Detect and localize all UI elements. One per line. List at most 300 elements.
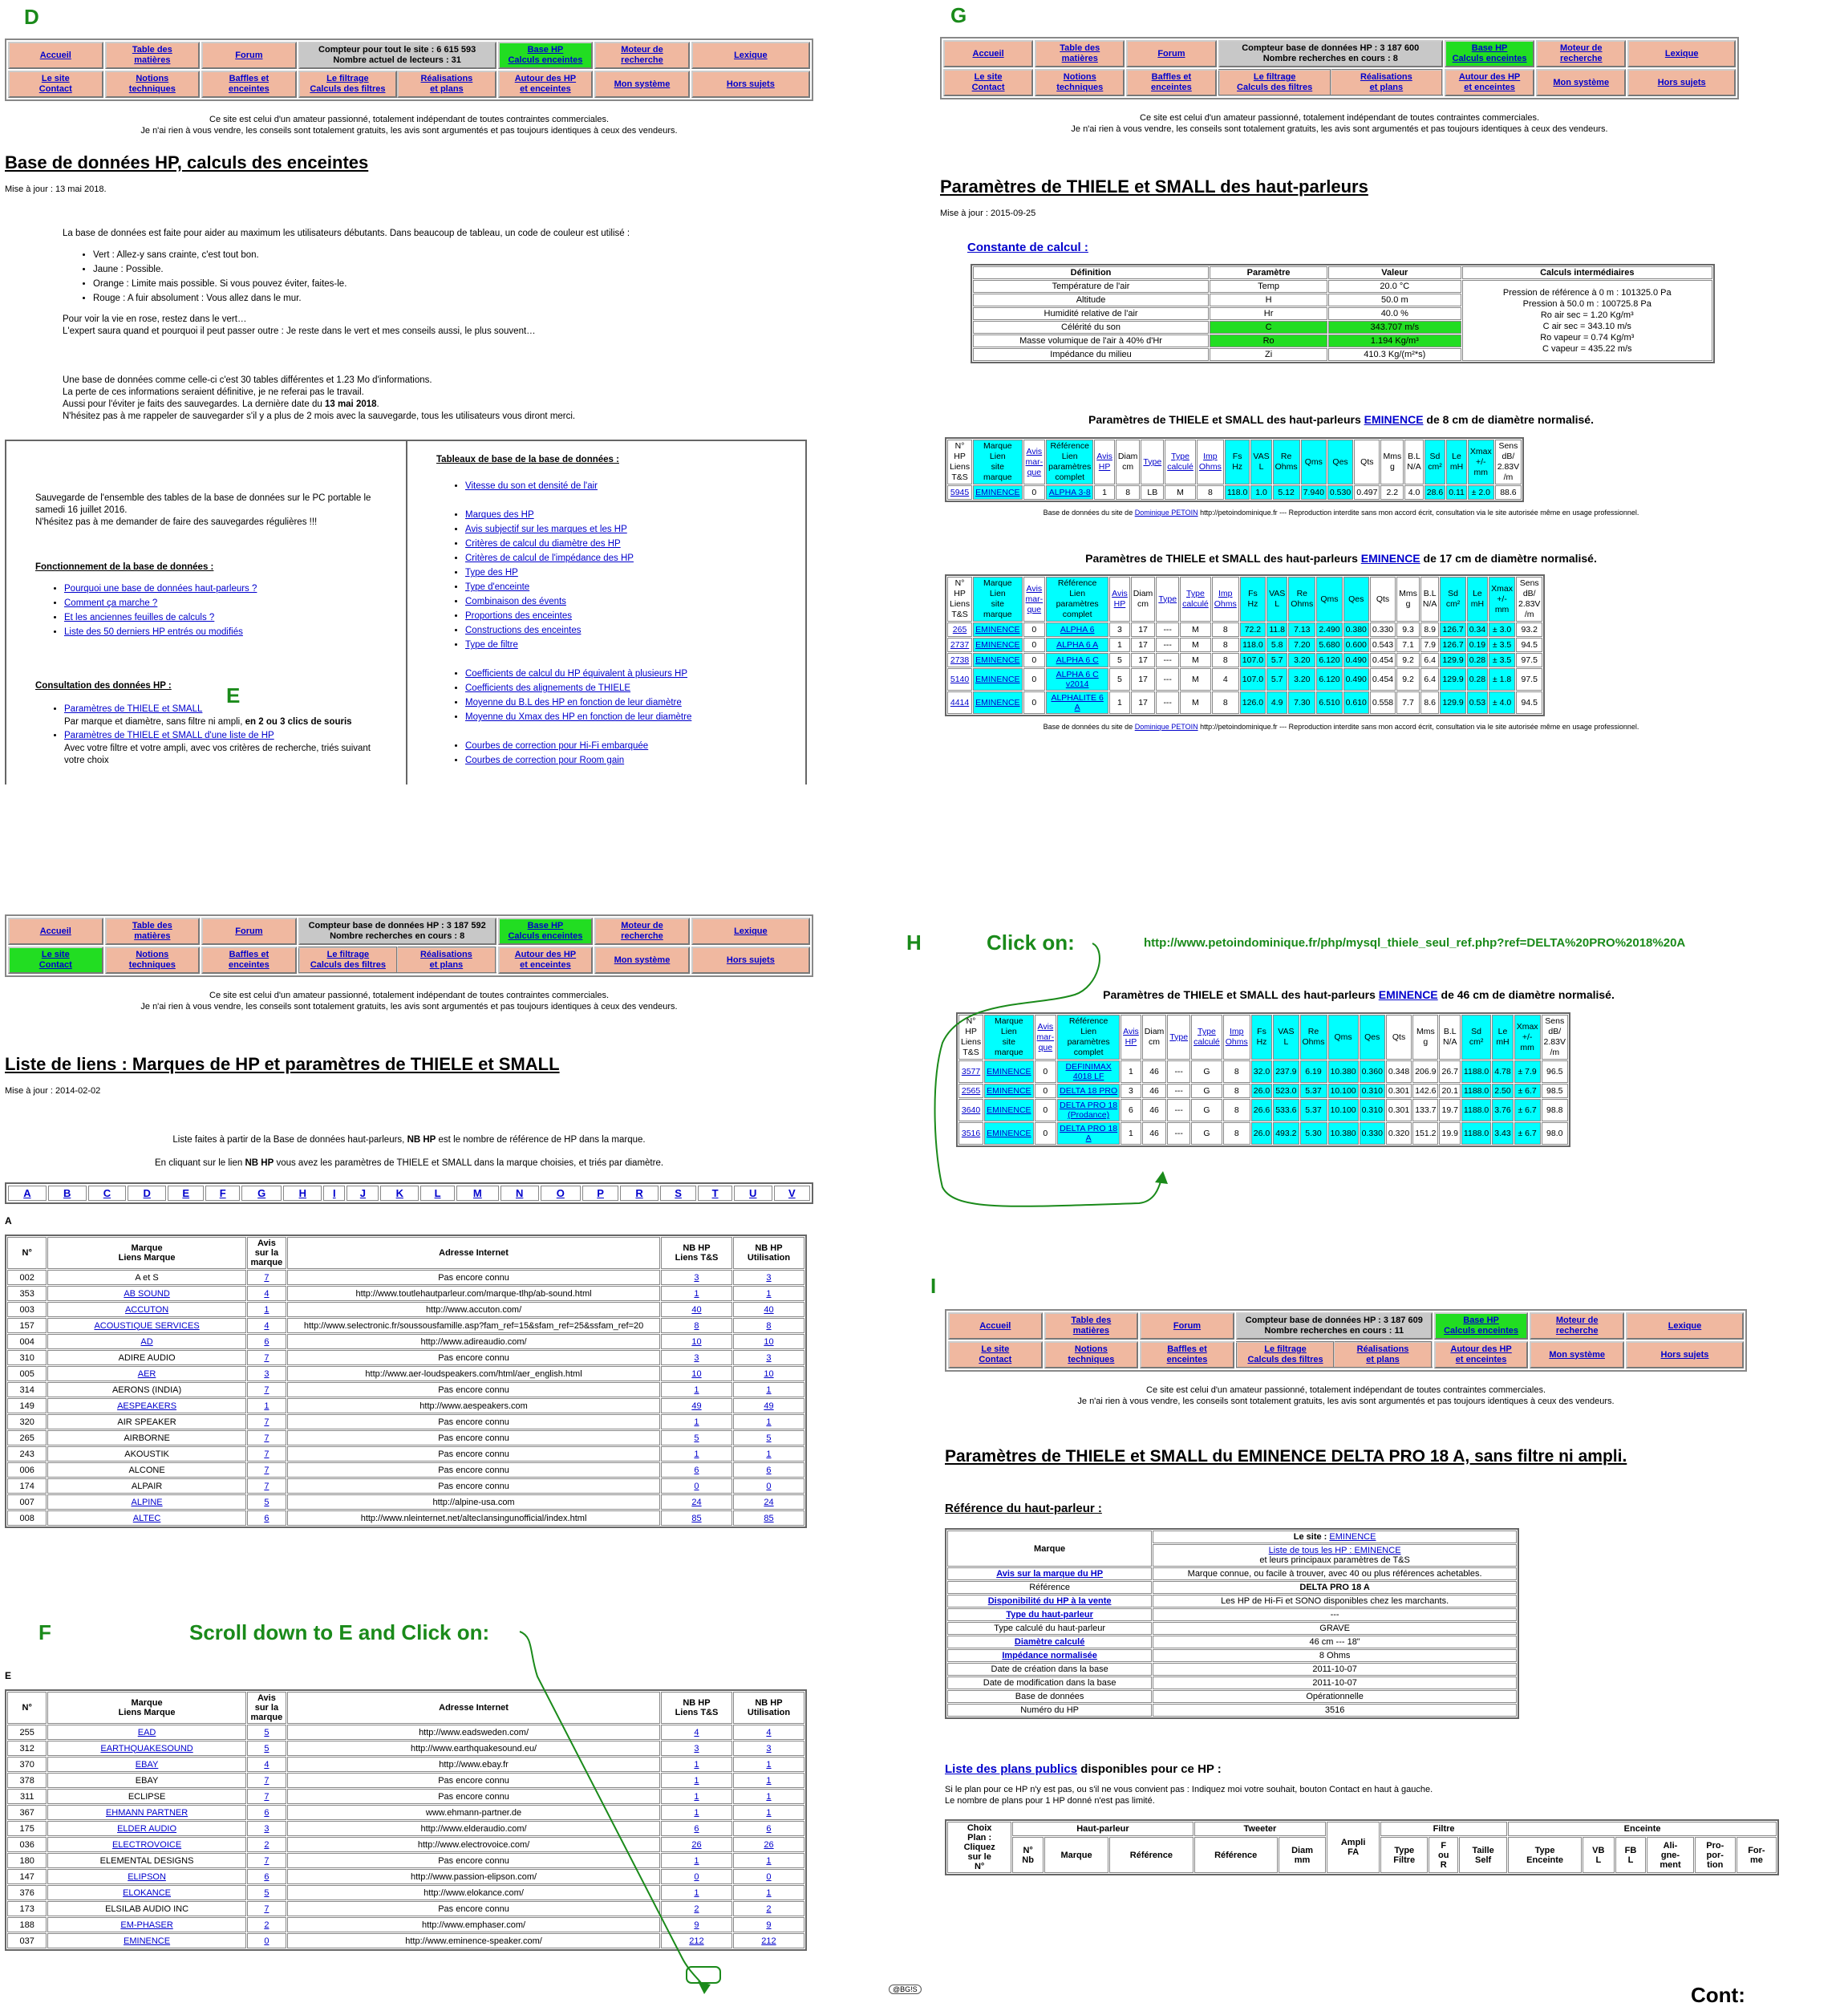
nav-baffles[interactable]: Baffles et enceintes	[201, 947, 297, 974]
nav-autour[interactable]: Autour des HP et enceintes	[1445, 69, 1534, 96]
link-plans-publics[interactable]: Liste des plans publics	[945, 1762, 1078, 1776]
cell-link[interactable]: ELDER AUDIO	[117, 1823, 177, 1834]
cell-link[interactable]: 4	[264, 1320, 270, 1331]
cell-link[interactable]: 5	[264, 1727, 270, 1737]
alpha-link[interactable]: K	[395, 1187, 404, 1199]
cell-link[interactable]: 8	[694, 1320, 699, 1331]
cell-link[interactable]: 7	[264, 1481, 270, 1491]
nav-base[interactable]: Base HP Calculs enceintes	[498, 42, 594, 69]
link-author[interactable]: Dominique PETOIN	[1134, 723, 1198, 731]
table-link[interactable]: Proportions des enceintes	[465, 611, 572, 621]
cell-link[interactable]: 2	[766, 1904, 772, 1914]
alpha-link[interactable]: I	[332, 1187, 336, 1199]
table-link[interactable]: Constructions des enceintes	[465, 626, 582, 635]
cell-link[interactable]: 7	[264, 1352, 270, 1363]
cell-link[interactable]: ELOKANCE	[123, 1887, 172, 1898]
alpha-link[interactable]: R	[635, 1187, 643, 1199]
header-text[interactable]: que	[1027, 467, 1042, 477]
alpha-cell[interactable]	[420, 1186, 455, 1201]
cell-link[interactable]: 6	[264, 1513, 270, 1523]
alpha-cell[interactable]	[582, 1186, 618, 1201]
cell-link[interactable]: 1	[766, 1887, 772, 1898]
cell-link[interactable]: 6	[264, 1871, 270, 1882]
header-text[interactable]: Ohms	[1198, 462, 1222, 472]
cell-link[interactable]: ELIPSON	[128, 1871, 166, 1882]
cell-link[interactable]: 3640	[961, 1105, 981, 1115]
header-text[interactable]: Type	[1186, 589, 1205, 598]
cell-link[interactable]: 4	[264, 1759, 270, 1770]
cell-link[interactable]: 8	[766, 1320, 772, 1331]
table-link[interactable]: Courbes de correction pour Hi-Fi embarquée	[465, 741, 649, 751]
nav-site[interactable]: Le site Contact	[8, 71, 103, 98]
nav-moteur[interactable]: Moteur de recherche	[1530, 1312, 1624, 1340]
alpha-cell[interactable]	[241, 1186, 282, 1201]
nav-table[interactable]: Table des matières	[105, 42, 201, 69]
header-text[interactable]: Imp	[1230, 1027, 1244, 1036]
cell-link[interactable]: 1	[264, 1401, 270, 1411]
header-text[interactable]: Type	[1171, 452, 1189, 461]
alpha-link[interactable]: B	[63, 1187, 71, 1199]
cell-link[interactable]: ALPHA 6 A	[1056, 640, 1099, 650]
table-link[interactable]: Coefficients des alignements de THIELE	[465, 683, 631, 693]
header-text[interactable]: Avis	[1026, 583, 1043, 594]
cell-link[interactable]: 7	[264, 1775, 270, 1786]
nav-systeme[interactable]: Mon système	[1536, 69, 1626, 96]
nav-forum[interactable]: Forum	[201, 918, 297, 945]
link-eminence[interactable]: EMINENCE	[1378, 988, 1438, 1001]
nav-site[interactable]: Le site Contact	[948, 1341, 1043, 1368]
alpha-link[interactable]: U	[749, 1187, 757, 1199]
alpha-cell[interactable]	[541, 1186, 581, 1201]
cell-link[interactable]: 3	[766, 1272, 772, 1283]
cell-link[interactable]: 2738	[950, 655, 970, 665]
nav-table[interactable]: Table des matières	[105, 918, 201, 945]
alpha-cell[interactable]	[698, 1186, 732, 1201]
alpha-link[interactable]: H	[298, 1187, 306, 1199]
cell-link[interactable]: 85	[691, 1513, 702, 1523]
cell-link[interactable]: DEFINIMAX 4018 LF	[1065, 1062, 1112, 1081]
link-liste-hp[interactable]: Liste de tous les HP : EMINENCE	[1268, 1546, 1401, 1555]
cell-link[interactable]: 1	[694, 1791, 699, 1802]
nav-forum[interactable]: Forum	[1126, 40, 1216, 67]
cell-link[interactable]: 7	[264, 1417, 270, 1427]
cell-link[interactable]: AESPEAKERS	[117, 1401, 177, 1411]
table-link[interactable]: Type d'enceinte	[465, 582, 530, 592]
cell-link[interactable]: 4	[694, 1727, 699, 1737]
table-link[interactable]: Combinaison des évents	[465, 597, 566, 606]
cell-link[interactable]: AD	[140, 1336, 153, 1347]
cell-link[interactable]: 2565	[961, 1086, 981, 1096]
cell-link[interactable]: 40	[764, 1304, 774, 1315]
nav-systeme[interactable]: Mon système	[1530, 1341, 1624, 1368]
cell-link[interactable]: 212	[761, 1936, 776, 1946]
alpha-cell[interactable]	[620, 1186, 659, 1201]
ref-link[interactable]: Type du haut-parleur	[1006, 1610, 1093, 1620]
cell-link[interactable]: 7	[264, 1465, 270, 1475]
ref-link[interactable]: Impédance normalisée	[1002, 1651, 1097, 1660]
cell-link[interactable]: EMINENCE	[987, 1105, 1031, 1115]
cell-link[interactable]: EMINENCE	[987, 1129, 1031, 1138]
nav-filtrage[interactable]: Le filtrage Calculs des filtres	[299, 947, 398, 973]
cell-link[interactable]: 3	[694, 1743, 699, 1753]
nav-base[interactable]: Base HP Calculs enceintes	[1445, 40, 1534, 67]
cell-link[interactable]: 6	[264, 1336, 270, 1347]
nav-base[interactable]: Base HP Calculs enceintes	[498, 918, 594, 945]
nav-notions[interactable]: Notions techniques	[105, 947, 201, 974]
cell-link[interactable]: ALTEC	[132, 1513, 161, 1523]
cell-link[interactable]: 7	[264, 1855, 270, 1866]
nav-notions[interactable]: Notions techniques	[1044, 1341, 1139, 1368]
alpha-cell[interactable]	[8, 1186, 47, 1201]
alpha-cell[interactable]	[128, 1186, 166, 1201]
cell-link[interactable]: 7	[264, 1449, 270, 1459]
cell-link[interactable]: 265	[952, 625, 967, 635]
alpha-cell[interactable]	[323, 1186, 345, 1201]
table-link[interactable]: Coefficients de calcul du HP équivalent à plusieurs HP	[465, 669, 688, 679]
cell-link[interactable]: 10	[691, 1368, 702, 1379]
cell-link[interactable]: 24	[691, 1497, 702, 1507]
cell-link[interactable]: 1	[766, 1791, 772, 1802]
header-text[interactable]: Avis	[1123, 1027, 1139, 1036]
cell-link[interactable]: 4414	[950, 698, 970, 707]
nav-table[interactable]: Table des matières	[1035, 40, 1125, 67]
alpha-cell[interactable]	[774, 1186, 810, 1201]
alpha-link[interactable]: O	[556, 1187, 565, 1199]
cell-link[interactable]: EMINENCE	[987, 1067, 1031, 1076]
alpha-cell[interactable]	[660, 1186, 696, 1201]
ref-link[interactable]: Disponibilité du HP à la vente	[987, 1596, 1112, 1606]
cell-link[interactable]: 3	[766, 1743, 772, 1753]
cell-link[interactable]: 1	[766, 1449, 772, 1459]
header-text[interactable]: Type	[1169, 1032, 1189, 1042]
nav-notions[interactable]: Notions techniques	[105, 71, 201, 98]
header-text[interactable]: que	[1038, 1042, 1053, 1052]
nav-accueil[interactable]: Accueil	[8, 42, 103, 69]
cell-link[interactable]: 40	[691, 1304, 702, 1315]
table-link[interactable]: Critères de calcul de l'impédance des HP	[465, 553, 634, 563]
alpha-cell[interactable]	[346, 1186, 379, 1201]
nav-realisations[interactable]: Réalisations et plans	[397, 71, 496, 98]
table-link[interactable]: Critères de calcul du diamètre des HP	[465, 539, 621, 549]
alpha-cell[interactable]	[734, 1186, 772, 1201]
cell-link[interactable]: 1	[766, 1288, 772, 1299]
nav-baffles[interactable]: Baffles et enceintes	[1126, 69, 1216, 96]
nav-realisations[interactable]: Réalisations et plans	[1334, 1342, 1432, 1368]
header-text[interactable]: HP	[1113, 599, 1126, 609]
nav-autour[interactable]: Autour des HP et enceintes	[1434, 1341, 1529, 1368]
header-text[interactable]: mar-	[1025, 456, 1044, 467]
alpha-cell[interactable]	[500, 1186, 539, 1201]
cell-link[interactable]: ALPHA 6 C v2014	[1056, 670, 1099, 689]
cell-link[interactable]: 1	[694, 1775, 699, 1786]
cell-link[interactable]: 0	[766, 1481, 772, 1491]
cell-link[interactable]: 1	[264, 1304, 270, 1315]
cell-link[interactable]: 10	[764, 1336, 774, 1347]
table-link[interactable]: Moyenne du Xmax des HP en fonction de leur diamètre	[465, 712, 692, 722]
table-link[interactable]: Marques des HP	[465, 510, 534, 520]
cell-link[interactable]: 1	[694, 1385, 699, 1395]
alpha-cell[interactable]	[380, 1186, 419, 1201]
cell-link[interactable]: 1	[766, 1775, 772, 1786]
nav-moteur[interactable]: Moteur de recherche	[1536, 40, 1626, 67]
cell-link[interactable]: 6	[694, 1823, 699, 1834]
alpha-cell[interactable]	[283, 1186, 322, 1201]
nav-filtrage[interactable]: Le filtrage Calculs des filtres	[298, 71, 398, 98]
nav-baffles[interactable]: Baffles et enceintes	[201, 71, 297, 98]
cell-link[interactable]: 4	[264, 1288, 270, 1299]
cell-link[interactable]: 1	[766, 1855, 772, 1866]
cell-link[interactable]: 6	[694, 1465, 699, 1475]
nav-table[interactable]: Table des matières	[1044, 1312, 1139, 1340]
nav-hors[interactable]: Hors sujets	[1627, 69, 1736, 96]
table-link[interactable]: Type de filtre	[465, 640, 518, 650]
alpha-link[interactable]: N	[516, 1187, 524, 1199]
header-text[interactable]: Type	[1198, 1027, 1216, 1036]
header-text[interactable]: Avis	[1026, 446, 1043, 456]
cell-link[interactable]: EMINENCE	[975, 698, 1020, 707]
table-link[interactable]: Type des HP	[465, 568, 518, 578]
cell-link[interactable]: 1	[766, 1807, 772, 1818]
cell-link[interactable]: 49	[691, 1401, 702, 1411]
alpha-link[interactable]: C	[103, 1187, 111, 1199]
cell-link[interactable]: EMINENCE	[975, 655, 1020, 665]
cell-link[interactable]: EAD	[137, 1727, 156, 1737]
cell-link[interactable]: 1	[694, 1807, 699, 1818]
cell-link[interactable]: EARTHQUAKESOUND	[100, 1743, 193, 1753]
cell-link[interactable]: 2	[264, 1920, 270, 1930]
cell-link[interactable]: 5	[264, 1887, 270, 1898]
cell-link[interactable]: AER	[137, 1368, 156, 1379]
alpha-cell[interactable]	[456, 1186, 499, 1201]
link-liste50[interactable]: Liste des 50 derniers HP entrés ou modifiés	[64, 627, 243, 637]
header-text[interactable]: Avis	[1037, 1021, 1054, 1032]
cell-link[interactable]: 0	[264, 1936, 270, 1946]
cell-link[interactable]: ALPINE	[131, 1497, 163, 1507]
nav-filtrage[interactable]: Le filtrage Calculs des filtres	[1237, 1342, 1335, 1368]
link-comment[interactable]: Comment ça marche ?	[64, 598, 158, 608]
cell-link[interactable]: 212	[689, 1936, 704, 1946]
nav-autour[interactable]: Autour des HP et enceintes	[498, 947, 594, 974]
alpha-link[interactable]: T	[711, 1187, 719, 1199]
nav-hors[interactable]: Hors sujets	[1626, 1341, 1744, 1368]
cell-link[interactable]: EMINENCE	[975, 625, 1020, 635]
cell-link[interactable]: ACCUTON	[124, 1304, 169, 1315]
cell-link[interactable]: EMINENCE	[975, 640, 1020, 650]
nav-realisations[interactable]: Réalisations et plans	[1331, 70, 1442, 95]
cell-link[interactable]: 26	[764, 1839, 774, 1850]
cell-link[interactable]: 7	[264, 1272, 270, 1283]
cell-link[interactable]: EM-PHASER	[120, 1920, 173, 1930]
cell-link[interactable]: 1	[694, 1288, 699, 1299]
cell-link[interactable]: 10	[764, 1368, 774, 1379]
cell-link[interactable]: 6	[766, 1465, 772, 1475]
cell-link[interactable]: EBAY	[135, 1759, 159, 1770]
cell-link[interactable]: 3	[694, 1272, 699, 1283]
cell-link[interactable]: ALPHALITE 6 A	[1051, 693, 1104, 712]
header-text[interactable]: HP	[1098, 462, 1111, 472]
link-author[interactable]: Dominique PETOIN	[1134, 509, 1198, 517]
cell-link[interactable]: EMINENCE	[124, 1936, 171, 1946]
alpha-link[interactable]: M	[472, 1187, 482, 1199]
cell-link[interactable]: 7	[264, 1904, 270, 1914]
cell-link[interactable]: 2	[264, 1839, 270, 1850]
nav-moteur[interactable]: Moteur de recherche	[594, 918, 690, 945]
cell-link[interactable]: 9	[694, 1920, 699, 1930]
cell-link[interactable]: 6	[766, 1823, 772, 1834]
header-text[interactable]: Ohms	[1214, 599, 1237, 609]
cell-link[interactable]: 4	[766, 1727, 772, 1737]
cell-link[interactable]: 1	[694, 1449, 699, 1459]
nav-forum[interactable]: Forum	[1140, 1312, 1234, 1340]
nav-lexique[interactable]: Lexique	[691, 42, 810, 69]
nav-accueil[interactable]: Accueil	[8, 918, 103, 945]
link-parametres-liste[interactable]: Paramètres de THIELE et SMALL d'une liste de HP	[64, 731, 274, 740]
nav-realisations[interactable]: Réalisations et plans	[397, 947, 496, 973]
cell-link[interactable]: ALPHA 3-8	[1048, 488, 1091, 497]
table-link[interactable]: Vitesse du son et densité de l'air	[465, 481, 598, 491]
nav-systeme[interactable]: Mon système	[594, 947, 690, 974]
alpha-link[interactable]: D	[143, 1187, 151, 1199]
nav-filtrage[interactable]: Le filtrage Calculs des filtres	[1219, 70, 1331, 95]
cell-link[interactable]: 7	[264, 1433, 270, 1443]
cell-link[interactable]: AB SOUND	[124, 1288, 170, 1299]
header-text[interactable]: Avis	[1096, 452, 1112, 461]
header-text[interactable]: calculé	[1182, 599, 1209, 609]
cell-link[interactable]: 1	[694, 1417, 699, 1427]
header-text[interactable]: mar-	[1036, 1032, 1055, 1042]
nav-accueil[interactable]: Accueil	[948, 1312, 1043, 1340]
nav-systeme[interactable]: Mon système	[594, 71, 690, 98]
header-text[interactable]: calculé	[1194, 1037, 1220, 1047]
alpha-link[interactable]: A	[23, 1187, 31, 1199]
cell-link[interactable]: 3	[694, 1352, 699, 1363]
cell-link[interactable]: 85	[764, 1513, 774, 1523]
alpha-link[interactable]: F	[219, 1187, 226, 1199]
nav-base[interactable]: Base HP Calculs enceintes	[1434, 1312, 1529, 1340]
alpha-cell[interactable]	[88, 1186, 127, 1201]
ref-link[interactable]: Diamètre calculé	[1014, 1637, 1085, 1647]
nav-hors[interactable]: Hors sujets	[691, 947, 810, 974]
cell-link[interactable]: 0	[694, 1481, 699, 1491]
cell-link[interactable]: 5140	[950, 675, 970, 684]
cell-link[interactable]: 2	[694, 1904, 699, 1914]
cell-link[interactable]: 7	[264, 1791, 270, 1802]
cell-link[interactable]: 1	[694, 1855, 699, 1866]
cell-link[interactable]: 1	[766, 1417, 772, 1427]
cell-link[interactable]: 1	[694, 1759, 699, 1770]
alpha-cell[interactable]	[205, 1186, 240, 1201]
cell-link[interactable]: 0	[694, 1871, 699, 1882]
header-text[interactable]: Type	[1158, 594, 1177, 604]
cell-link[interactable]: 5945	[950, 488, 970, 497]
cell-link[interactable]: ELECTROVOICE	[111, 1839, 182, 1850]
cell-link[interactable]: 5	[694, 1433, 699, 1443]
cell-link[interactable]: 3577	[961, 1067, 981, 1076]
cell-link[interactable]: 9	[766, 1920, 772, 1930]
header-text[interactable]: mar-	[1025, 594, 1044, 604]
cell-link[interactable]: 5	[766, 1433, 772, 1443]
cell-link[interactable]: ACOUSTIQUE SERVICES	[94, 1320, 200, 1331]
nav-site[interactable]: Le site Contact	[943, 69, 1033, 96]
cell-link[interactable]: 26	[691, 1839, 702, 1850]
cell-link[interactable]: ALPHA 6 C	[1056, 655, 1099, 665]
cell-link[interactable]: 24	[764, 1497, 774, 1507]
ref-link[interactable]: Avis sur la marque du HP	[996, 1569, 1104, 1579]
cell-link[interactable]: ALPHA 6	[1060, 625, 1095, 635]
cell-link[interactable]: 5	[264, 1743, 270, 1753]
header-text[interactable]: Type	[1143, 456, 1162, 467]
nav-lexique[interactable]: Lexique	[691, 918, 810, 945]
nav-baffles[interactable]: Baffles et enceintes	[1140, 1341, 1234, 1368]
cell-link[interactable]: 7	[264, 1385, 270, 1395]
header-text[interactable]: Avis	[1112, 589, 1128, 598]
nav-hors[interactable]: Hors sujets	[691, 71, 810, 98]
link-anciennes[interactable]: Et les anciennes feuilles de calculs ?	[64, 613, 215, 622]
alpha-cell[interactable]	[168, 1186, 204, 1201]
alpha-link[interactable]: V	[788, 1187, 796, 1199]
header-text[interactable]: que	[1027, 604, 1042, 614]
cell-link[interactable]: 1	[766, 1385, 772, 1395]
nav-lexique[interactable]: Lexique	[1626, 1312, 1744, 1340]
cell-link[interactable]: DELTA PRO 18 (Prodance)	[1060, 1101, 1118, 1120]
header-text[interactable]: Ohms	[1225, 1037, 1248, 1047]
nav-site[interactable]: Le site Contact	[8, 947, 103, 974]
nav-forum[interactable]: Forum	[201, 42, 297, 69]
nav-notions[interactable]: Notions techniques	[1035, 69, 1125, 96]
cell-link[interactable]: 10	[691, 1336, 702, 1347]
cell-link[interactable]: EHMANN PARTNER	[105, 1807, 188, 1818]
cell-link[interactable]: 3	[264, 1368, 270, 1379]
link-eminence[interactable]: EMINENCE	[1360, 552, 1420, 565]
cell-link[interactable]: 6	[264, 1807, 270, 1818]
cell-link[interactable]: 3	[264, 1823, 270, 1834]
alpha-cell[interactable]	[48, 1186, 87, 1201]
alpha-link[interactable]: G	[257, 1187, 266, 1199]
cell-link[interactable]: 2737	[950, 640, 970, 650]
nav-accueil[interactable]: Accueil	[943, 40, 1033, 67]
cell-link[interactable]: DELTA PRO 18 A	[1060, 1124, 1118, 1143]
cell-link[interactable]: DELTA 18 PRO	[1060, 1086, 1118, 1096]
cell-link[interactable]: 3516	[961, 1129, 981, 1138]
cell-link[interactable]: 49	[764, 1401, 774, 1411]
table-link[interactable]: Moyenne du B.L des HP en fonction de leur diamètre	[465, 698, 682, 707]
alpha-link[interactable]: L	[434, 1187, 441, 1199]
link-parametres-ts[interactable]: Paramètres de THIELE et SMALL	[64, 704, 203, 714]
header-text[interactable]: calculé	[1167, 462, 1194, 472]
nav-autour[interactable]: Autour des HP et enceintes	[498, 71, 594, 98]
cell-link[interactable]: EMINENCE	[987, 1086, 1031, 1096]
table-link[interactable]: Avis subjectif sur les marques et les HP	[465, 525, 627, 534]
alpha-link[interactable]: E	[182, 1187, 190, 1199]
cell-link[interactable]: EMINENCE	[975, 488, 1020, 497]
alpha-link[interactable]: P	[597, 1187, 604, 1199]
cell-link[interactable]: 1	[694, 1887, 699, 1898]
cell-link[interactable]: EMINENCE	[975, 675, 1020, 684]
cell-link[interactable]: 1	[766, 1759, 772, 1770]
table-link[interactable]: Courbes de correction pour Room gain	[465, 756, 625, 765]
nav-moteur[interactable]: Moteur de recherche	[594, 42, 690, 69]
nav-lexique[interactable]: Lexique	[1627, 40, 1736, 67]
link-pourquoi[interactable]: Pourquoi une base de données haut-parleurs ?	[64, 584, 257, 594]
header-text[interactable]: Imp	[1203, 452, 1218, 461]
cell-link[interactable]: 0	[766, 1871, 772, 1882]
link-site-eminence[interactable]: EMINENCE	[1329, 1532, 1376, 1542]
link-eminence[interactable]: EMINENCE	[1364, 413, 1424, 426]
header-text[interactable]: Imp	[1218, 589, 1233, 598]
cell-link[interactable]: 5	[264, 1497, 270, 1507]
cell-link[interactable]: 3	[766, 1352, 772, 1363]
alpha-link[interactable]: J	[359, 1187, 367, 1199]
